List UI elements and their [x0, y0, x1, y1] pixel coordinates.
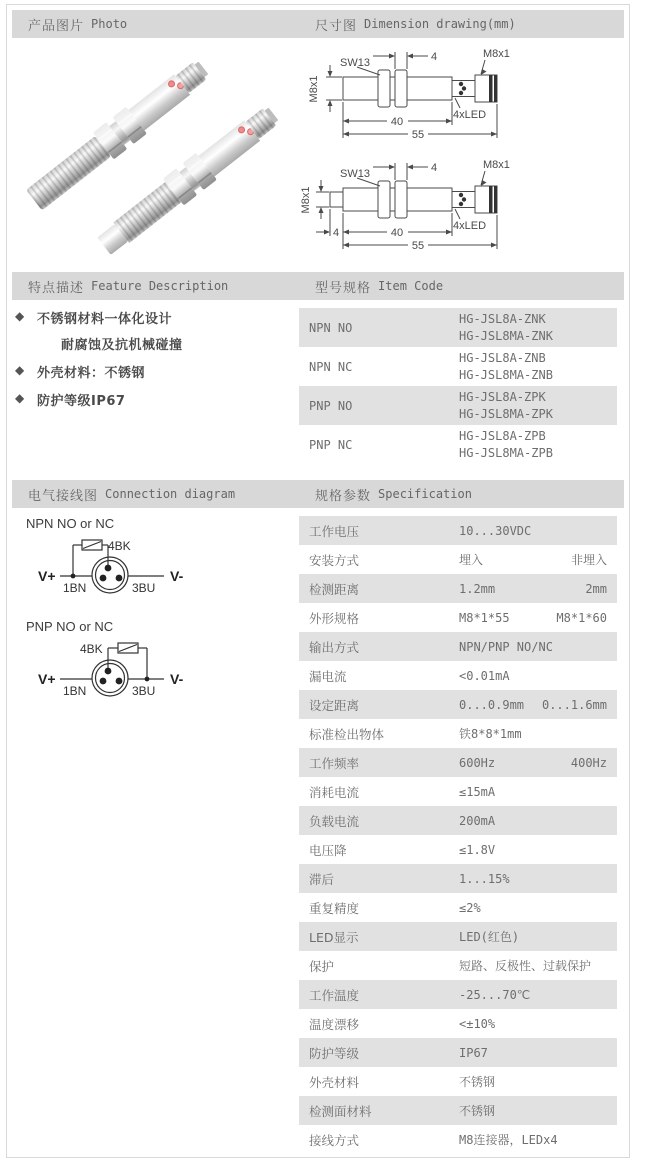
dim-tip-length-label: 4	[333, 227, 340, 239]
spec-label: 温度漂移	[309, 1016, 360, 1032]
pnp-vplus-label: V+	[38, 671, 56, 687]
connection-title-zh: 电气接线图	[28, 488, 99, 504]
npn-vplus-label: V+	[38, 568, 56, 584]
spec-value-1: 不锈钢	[459, 1104, 496, 1118]
spec-row	[299, 690, 617, 719]
itemcode-section-title	[315, 272, 443, 300]
item-code-1: HG-JSL8A-ZNB	[459, 350, 546, 365]
output-type: PNP NC	[309, 437, 353, 452]
spec-label: 工作频率	[309, 755, 360, 771]
specification-table	[299, 516, 617, 1154]
spec-label: 输出方式	[309, 639, 360, 655]
spec-label: 防护等级	[309, 1045, 360, 1061]
spec-value-1: NPN/PNP NO/NC	[459, 639, 553, 654]
dim-led-label: 4xLED	[453, 220, 487, 232]
spec-row	[299, 893, 617, 922]
item-code-1: HG-JSL8A-ZPB	[459, 428, 546, 443]
spec-label: 外形规格	[309, 610, 360, 626]
spec-value-2: 2mm	[585, 581, 607, 596]
feature-text-sub: 耐腐蚀及抗机械碰撞	[61, 338, 183, 353]
spec-row	[299, 1038, 617, 1067]
photo-title-zh: 产品图片	[28, 18, 85, 34]
feature-text: 防护等级IP67	[37, 394, 126, 409]
dimension-title-zh: 尺寸图	[315, 18, 358, 34]
spec-row	[299, 1009, 617, 1038]
section-header-photo-dimension	[12, 10, 624, 38]
spec-value-2: 非埋入	[570, 553, 607, 567]
item-code-2: HG-JSL8MA-ZNB	[459, 367, 553, 382]
spec-value-1: 铁8*8*1mm	[459, 727, 522, 741]
dim-led-label: 4xLED	[453, 109, 487, 121]
pnp-wiring-diagram	[14, 618, 294, 714]
feature-item	[15, 362, 290, 381]
spec-label: 接线方式	[309, 1132, 360, 1148]
item-code-1: HG-JSL8A-ZPK	[459, 389, 546, 404]
dim-conn-thread-label: M8x1	[483, 48, 510, 60]
spec-label: 外壳材料	[309, 1074, 360, 1090]
spec-row	[299, 922, 617, 951]
feature-list	[15, 308, 290, 418]
dimension-section-title	[315, 10, 516, 38]
dim-55-label: 55	[411, 129, 425, 141]
spec-value-2: 400Hz	[570, 755, 607, 770]
photo-section-title	[28, 10, 127, 38]
spec-label: 负载电流	[309, 813, 360, 829]
dimension-drawing-flush	[300, 45, 630, 150]
output-type: NPN NC	[309, 359, 353, 374]
section-header-feature-itemcode	[12, 272, 624, 300]
spec-value-1: ≤1.8V	[459, 842, 496, 857]
pnp-vminus-label: V-	[170, 671, 184, 687]
spec-label: 滞后	[309, 871, 335, 887]
section-header-connection-spec	[12, 480, 624, 508]
spec-row	[299, 1125, 617, 1154]
spec-row	[299, 545, 617, 574]
spec-label: 保护	[309, 958, 335, 974]
spec-value-1: 短路、反极性、过载保护	[459, 959, 592, 973]
item-code-2: HG-JSL8MA-ZPB	[459, 445, 553, 460]
item-code-1: HG-JSL8A-ZNK	[459, 311, 546, 326]
itemcode-title-en: Item Code	[378, 279, 444, 293]
output-type: PNP NO	[309, 398, 353, 413]
dimension-title-en: Dimension drawing(mm)	[364, 17, 516, 31]
spec-row	[299, 1096, 617, 1125]
dim-nut-width-label: 4	[431, 162, 438, 174]
spec-section-title	[315, 480, 472, 508]
pnp-pin3-label: 3BU	[132, 684, 156, 698]
spec-value-1: M8*1*55	[459, 610, 510, 625]
dim-nut-label: SW13	[340, 168, 370, 180]
connection-section-title	[28, 480, 235, 508]
dim-40-label: 40	[390, 227, 404, 239]
pnp-load-label: 4BK	[80, 642, 103, 656]
item-code-2: HG-JSL8MA-ZPK	[459, 406, 553, 421]
spec-row	[299, 603, 617, 632]
spec-label: 工作电压	[309, 523, 360, 539]
dim-conn-thread-label: M8x1	[483, 159, 510, 171]
spec-value-1: -25...70℃	[459, 987, 531, 1002]
spec-value-1: 200mA	[459, 813, 496, 828]
spec-label: 检测距离	[309, 581, 360, 597]
spec-row	[299, 574, 617, 603]
spec-row	[299, 632, 617, 661]
spec-value-1: ≤2%	[459, 900, 481, 915]
spec-row	[299, 951, 617, 980]
diamond-bullet-icon: ◆	[15, 309, 25, 323]
spec-value-1: LED(红色)	[459, 930, 520, 944]
spec-row	[299, 864, 617, 893]
spec-row	[299, 719, 617, 748]
item-code-row	[299, 308, 617, 347]
spec-value-1: 10...30VDC	[459, 523, 532, 538]
dim-body-thread-label: M8x1	[300, 186, 312, 214]
spec-row	[299, 777, 617, 806]
spec-label: 安装方式	[309, 552, 360, 568]
spec-label: 漏电流	[309, 668, 347, 684]
output-type: NPN NO	[309, 320, 353, 335]
npn-pin1-label: 1BN	[63, 581, 87, 595]
dim-nut-width-label: 4	[431, 51, 438, 63]
spec-value-1: IP67	[459, 1045, 488, 1060]
spec-value-1: ≤15mA	[459, 784, 496, 799]
diamond-bullet-icon: ◆	[15, 391, 25, 405]
spec-row	[299, 980, 617, 1009]
npn-diagram-title: NPN NO or NC	[26, 516, 115, 531]
spec-value-1: 1...15%	[459, 871, 510, 886]
dim-55-label: 55	[411, 240, 425, 252]
pnp-pin1-label: 1BN	[63, 684, 87, 698]
feature-text: 外壳材料：不锈钢	[37, 366, 146, 381]
diamond-bullet-icon: ◆	[15, 363, 25, 377]
spec-value-1: 埋入	[459, 553, 484, 567]
spec-value-1: 0...0.9mm	[459, 697, 525, 712]
spec-label: 工作温度	[309, 987, 360, 1003]
item-code-row	[299, 347, 617, 386]
product-photo	[10, 40, 295, 268]
item-code-table	[299, 308, 617, 464]
spec-title-en: Specification	[378, 487, 472, 501]
spec-value-1: <0.01mA	[459, 668, 510, 683]
spec-value-1: 600Hz	[459, 755, 496, 770]
feature-text: 不锈钢材料一体化设计	[37, 312, 173, 327]
spec-row	[299, 1067, 617, 1096]
dimension-drawing-non-flush	[300, 150, 630, 268]
spec-label: 重复精度	[309, 900, 360, 916]
spec-row	[299, 806, 617, 835]
spec-row	[299, 516, 617, 545]
spec-label: 检测面材料	[309, 1103, 372, 1119]
npn-pin3-label: 3BU	[132, 581, 156, 595]
feature-section-title	[28, 272, 228, 300]
spec-label: 设定距离	[309, 697, 360, 713]
item-code-2: HG-JSL8MA-ZNK	[459, 328, 553, 343]
photo-title-en: Photo	[91, 17, 128, 31]
spec-value-1: M8连接器，LEDx4	[459, 1133, 558, 1147]
dim-body-thread-label: M8x1	[308, 75, 320, 103]
item-code-row	[299, 425, 617, 464]
feature-title-zh: 特点描述	[28, 280, 85, 296]
spec-row	[299, 661, 617, 690]
feature-title-en: Feature Description	[91, 279, 229, 293]
spec-value-2: 0...1.6mm	[541, 697, 607, 712]
pnp-diagram-title: PNP NO or NC	[26, 619, 114, 634]
spec-row	[299, 748, 617, 777]
item-code-row	[299, 386, 617, 425]
spec-value-1: <±10%	[459, 1016, 496, 1031]
spec-row	[299, 835, 617, 864]
spec-title-zh: 规格参数	[315, 488, 372, 504]
dim-nut-label: SW13	[340, 57, 370, 69]
spec-label: 消耗电流	[309, 784, 360, 800]
feature-item	[15, 390, 290, 409]
itemcode-title-zh: 型号规格	[315, 280, 372, 296]
spec-label: 电压降	[309, 842, 347, 858]
npn-wiring-diagram	[14, 515, 294, 611]
spec-label: LED显示	[309, 929, 359, 945]
npn-load-label: 4BK	[108, 539, 131, 553]
spec-value-1: 不锈钢	[459, 1075, 496, 1089]
feature-item	[15, 308, 290, 353]
spec-value-1: 1.2mm	[459, 581, 496, 596]
spec-label: 标准检出物体	[309, 726, 385, 742]
dim-40-label: 40	[390, 116, 404, 128]
npn-vminus-label: V-	[170, 568, 184, 584]
spec-value-2: M8*1*60	[556, 610, 607, 625]
connection-title-en: Connection diagram	[105, 487, 236, 501]
